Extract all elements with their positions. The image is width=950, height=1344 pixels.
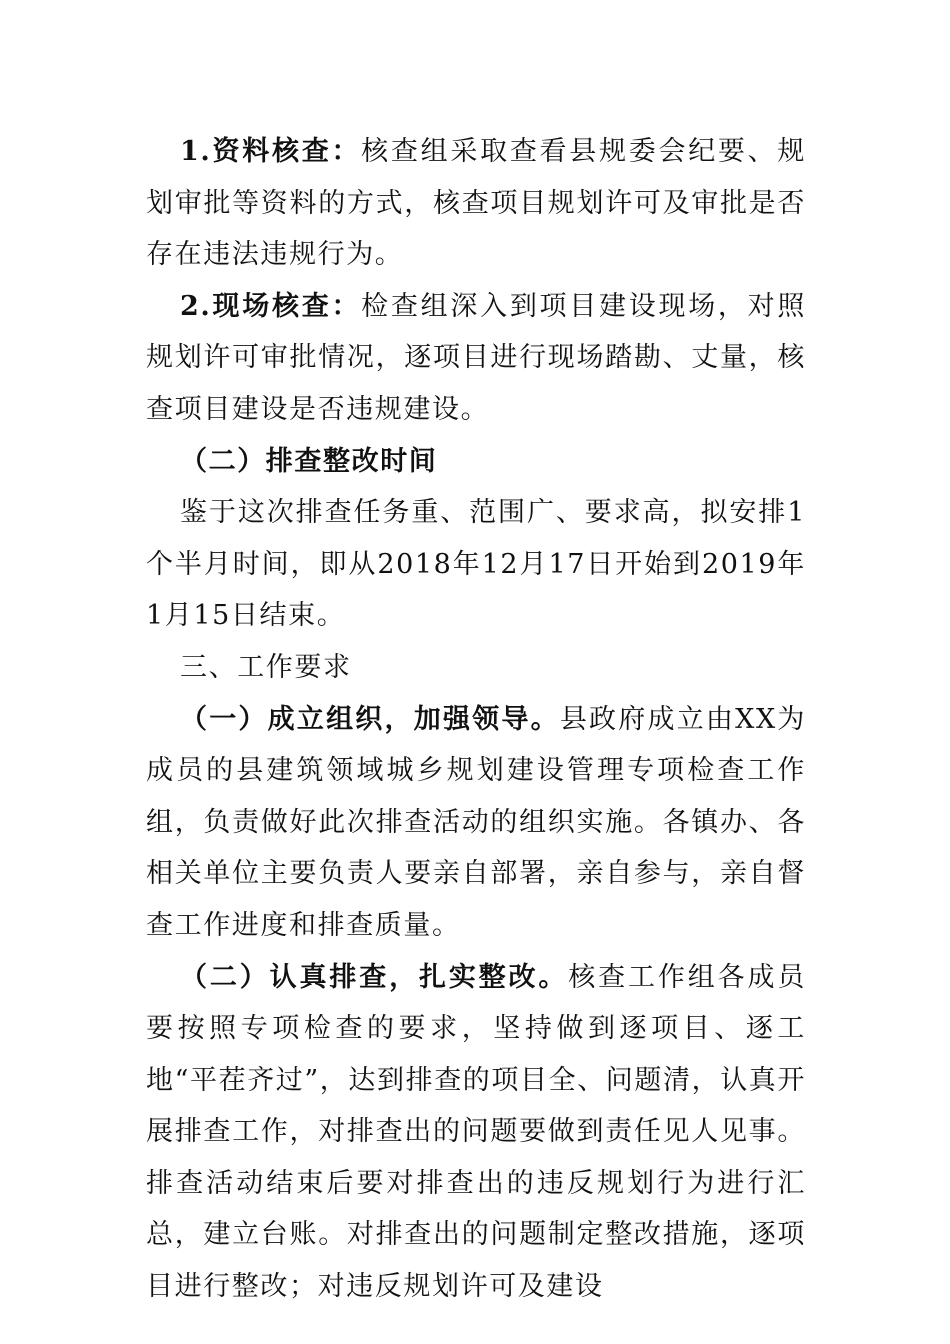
paragraph-materials-check xyxy=(146,126,806,281)
paragraph-lead: （二）认真排查，扎实整改。 xyxy=(180,961,569,993)
paragraph-site-check xyxy=(146,281,806,436)
paragraph-lead: （一）成立组织，加强领导。 xyxy=(180,703,560,735)
paragraph-requirement-one xyxy=(146,694,806,952)
paragraph-lead: 1.资料核查： xyxy=(180,136,362,167)
document-body xyxy=(146,126,806,1313)
paragraph-text: 核查组采取查看县规委会纪要、规划审批等资料的方式，核查项目规划许可及审批是否存在违法违规行为。 xyxy=(146,136,806,271)
paragraph-text: 县政府成立由XX为成员的县建筑领域城乡规划建设管理专项检查工作组，负责做好此次排查活动的组织实施。各镇办、各相关单位主要负责人要亲自部署，亲自参与，亲自督查工作进度和排查质量。 xyxy=(146,703,806,941)
paragraph-lead: 2.现场核查： xyxy=(180,290,362,322)
paragraph-requirement-two xyxy=(146,952,806,1313)
paragraph-time-body: 鉴于这次排查任务重、范围广、要求高，拟安排1个半月时间，即从2018年12月17日开始到2019年1月15日结束。 xyxy=(146,497,806,632)
paragraph-text: 核查工作组各成员要按照专项检查的要求，坚持做到逐项目、逐工地“平茬齐过”，达到排查的项目全、问题清，认真开展排查工作，对排查出的问题要做到责任见人见事。排查活动结束后要对排查出的违反规划行为进行汇总，建立台账。对排查出的问题制定整改措施，逐项目进行整改；对违反规划许可及建设 xyxy=(146,961,807,1303)
paragraph-text: 检查组深入到项目建设现场，对照规划许可审批情况，逐项目进行现场踏勘、丈量，核查项目建设是否违规建设。 xyxy=(146,290,806,425)
section-heading-time: （二）排查整改时间 xyxy=(180,445,438,477)
section-heading-requirements: 三、工作要求 xyxy=(180,651,352,683)
